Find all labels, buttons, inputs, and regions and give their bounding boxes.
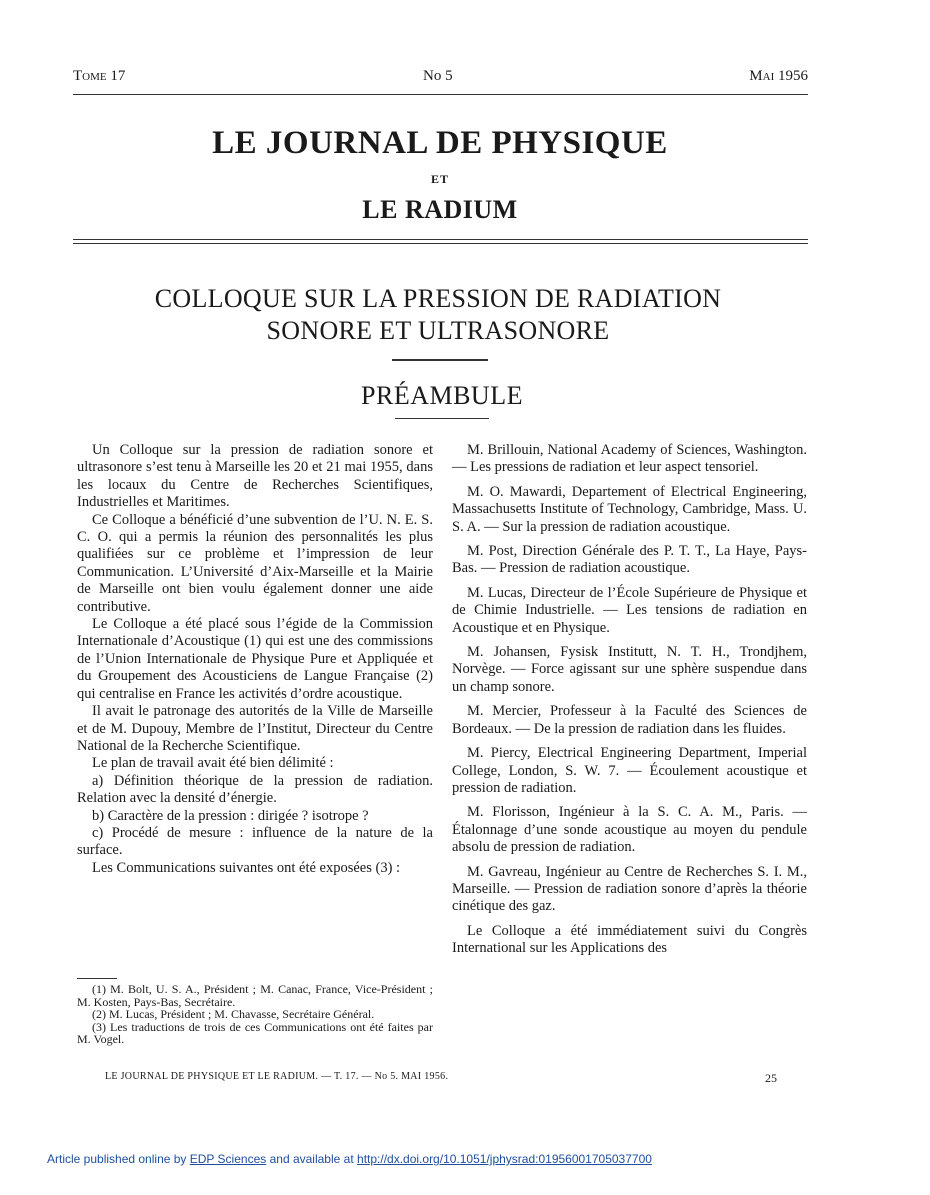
article-title-line1: COLLOQUE SUR LA PRESSION DE RADIATION: [154, 284, 722, 313]
plan-item-a: a) Définition théorique de la pression de radiation. Relation avec la densité d’énergie.: [77, 772, 433, 807]
communication-item: M. Mercier, Professeur à la Faculté des Sciences de Bordeaux. — De la pression de radiation dans les fluides.: [452, 703, 807, 737]
banner-middle: and available at: [269, 1152, 354, 1166]
paragraph: Les Communications suivantes ont été exposées (3) :: [92, 859, 401, 876]
right-column: [452, 442, 807, 965]
publication-banner: [47, 1152, 652, 1166]
communication-item: M. Brillouin, National Academy of Sciences, Washington. — Les pressions de radiation et leur aspect tensoriel.: [452, 442, 807, 476]
plan-item-b: b) Caractère de la pression : dirigée ? isotrope ?: [92, 807, 369, 824]
communication-item: M. Florisson, Ingénieur à la S. C. A. M., Paris. — Étalonnage d’une sonde acoustique au moyen du pendule absolu de pression de radiation.: [452, 804, 807, 856]
communication-item: M. Piercy, Electrical Engineering Department, Imperial College, London, S. W. 7. — Écoulement acoustique et pression de radiation.: [452, 745, 807, 796]
footnote: (3) Les traductions de trois de ces Communications ont été faites par M. Vogel.: [77, 1019, 433, 1047]
communication-item: M. Post, Direction Générale des P. T. T., La Haye, Pays-Bas. — Pression de radiation acoustique.: [452, 543, 807, 577]
paragraph: Il avait le patronage des autorités de la Ville de Marseille et de M. Dupouy, Membre de l’Institut, Directeur du Centre National de la Recherche Scientifique.: [77, 703, 433, 754]
volume-label: Tome 17: [73, 68, 126, 84]
footnote: (2) M. Lucas, Président ; M. Chavasse, Secrétaire Général.: [92, 1007, 375, 1022]
issue-number: No 5: [423, 68, 453, 84]
footnotes: [77, 983, 433, 1046]
masthead-rule-top: [73, 239, 808, 240]
paragraph: Ce Colloque a bénéficié d’une subvention de l’U. N. E. S. C. O. qui a permis la réunion des personnalités les plus qualifiées sur ce problème et l’impression de leur Communication. L’Université d’Aix-Marseille et la Mairie de Marseille ont bien voulu également donner une aide contributive.: [77, 511, 433, 615]
plan-item-c: c) Procédé de mesure : influence de la nature de la surface.: [77, 824, 433, 859]
title-divider: [392, 359, 488, 361]
journal-subtitle: LE RADIUM: [362, 195, 518, 224]
paragraph: Un Colloque sur la pression de radiation sonore et ultrasonore s’est tenu à Marseille les 20 et 21 mai 1955, dans les locaux du Centre de Recherches Scientifiques, Industrielles et Maritimes.: [77, 442, 433, 511]
issue-date: Mai 1956: [749, 68, 808, 84]
paragraph: Le plan de travail avait été bien délimité :: [92, 755, 334, 772]
paragraph: Le Colloque a été placé sous l’égide de la Commission Internationale d’Acoustique (1) qui est une des commissions de l’Union Internationale de Physique Pure et Appliquée et du Groupement des Acousticiens de Langue Française (2) qui centralise en France les activités d’ordre acoustique.: [77, 616, 433, 702]
running-header: [73, 68, 808, 88]
footnote-rule: [77, 978, 117, 979]
doi-link[interactable]: http://dx.doi.org/10.1051/jphysrad:01956001705037700: [357, 1152, 652, 1166]
header-rule: [73, 94, 808, 95]
publisher-link[interactable]: EDP Sciences: [189, 1152, 267, 1166]
page-number: 25: [765, 1071, 777, 1085]
communication-item: M. Gavreau, Ingénieur au Centre de Recherches S. I. M., Marseille. — Pression de radiation sonore d’après la théorie cinétique des gaz.: [452, 863, 807, 915]
communication-item: M. Lucas, Directeur de l’École Supérieure de Physique et de Chimie Industrielle. — Les tensions de radiation en Acoustique et en Physique.: [452, 584, 807, 636]
banner-prefix: Article published online by: [47, 1152, 187, 1166]
communication-item: M. Johansen, Fysisk Institutt, N. T. H., Trondjhem, Norvège. — Force agissant sur une sphère suspendue dans un champ sonore.: [452, 644, 807, 695]
footnote: (1) M. Bolt, U. S. A., Président ; M. Canac, France, Vice-Président ; M. Kosten, Pays-Bas, Secrétaire.: [77, 982, 433, 1009]
communication-item: M. O. Mawardi, Departement of Electrical Engineering, Massachusetts Institute of Technology, Cambridge, Mass. U. S. A. — Sur la pression de radiation acoustique.: [452, 483, 807, 535]
masthead-rule-bottom: [73, 243, 808, 244]
journal-title: LE JOURNAL DE PHYSIQUE: [212, 125, 668, 161]
left-column: [77, 442, 433, 877]
section-heading: PRÉAMBULE: [361, 381, 523, 410]
page-footer-citation: LE JOURNAL DE PHYSIQUE ET LE RADIUM. — T. 17. — No 5. MAI 1956.: [105, 1071, 449, 1082]
paragraph: Le Colloque a été immédiatement suivi du Congrès International sur les Applications des: [452, 922, 807, 957]
section-divider: [395, 418, 489, 419]
journal-conjunction: ET: [430, 172, 449, 186]
article-title: [0, 283, 876, 347]
article-title-line2: SONORE ET ULTRASONORE: [266, 316, 610, 345]
